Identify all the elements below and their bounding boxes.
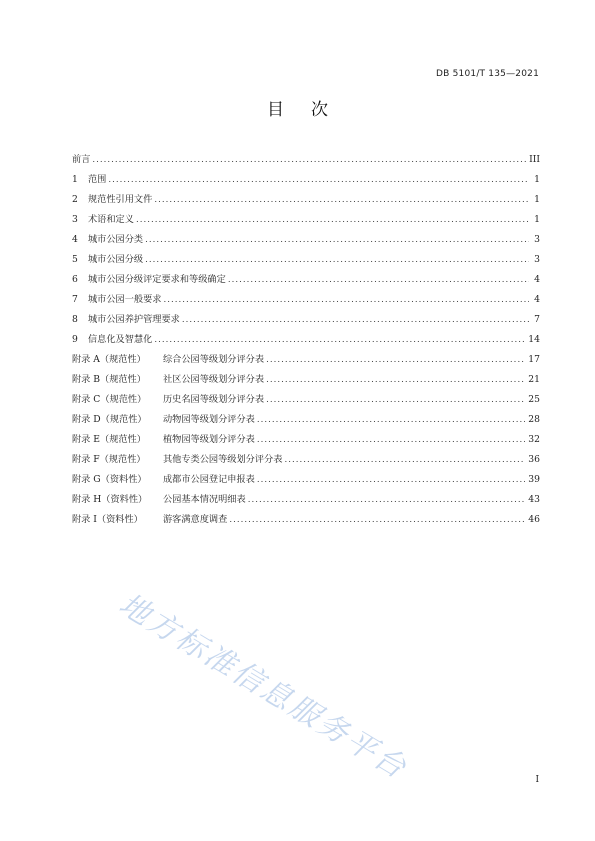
toc-entry-label [72, 390, 266, 410]
toc-entry-appendix-c[interactable] [72, 390, 540, 410]
toc-leader-dots [284, 450, 525, 470]
toc-entry-label [72, 410, 257, 430]
toc-entry-title: 社区公园等级划分评分表 [163, 374, 265, 385]
toc-entry-chapter-3[interactable] [72, 210, 540, 230]
toc-appendix-prefix: 附录 I（资料性） [72, 514, 143, 525]
toc-entry-chapter-1[interactable] [72, 170, 540, 190]
toc-entry-appendix-i[interactable] [72, 510, 540, 530]
toc-page-number: 4 [534, 274, 540, 285]
toc-page-number: 39 [528, 474, 540, 485]
toc-chapter-number: 3 [72, 214, 78, 225]
watermark: 地方标准信息服务平台 [112, 586, 414, 787]
toc-entry-label [72, 150, 92, 170]
toc-leader-dots [257, 470, 525, 490]
toc-leader-dots [164, 290, 530, 310]
toc-entry-label [72, 210, 136, 230]
toc-entry-chapter-7[interactable] [72, 290, 540, 310]
toc-entry-appendix-f[interactable] [72, 450, 540, 470]
toc-entry-title: 综合公园等级划分评分表 [163, 354, 265, 365]
toc-page-number: 17 [528, 354, 540, 365]
toc-page-number: 21 [528, 374, 540, 385]
toc-entry-title: 规范性引用文件 [88, 194, 153, 205]
toc-entry-appendix-g[interactable] [72, 470, 540, 490]
toc-entry-title: 前言 [72, 154, 91, 165]
page-title: 目次 [267, 100, 355, 120]
toc-entry-chapter-2[interactable] [72, 190, 540, 210]
toc-leader-dots [266, 390, 525, 410]
toc-entry-title: 成都市公园登记申报表 [163, 474, 255, 485]
toc-page-number: 14 [528, 334, 540, 345]
toc-entry-appendix-e[interactable] [72, 430, 540, 450]
toc-entry-title: 历史名园等级划分评分表 [163, 394, 265, 405]
toc-entry-label [72, 370, 266, 390]
toc-leader-dots [145, 230, 529, 250]
toc-chapter-number: 4 [72, 234, 78, 245]
toc-page-number: 1 [534, 174, 540, 185]
toc-entry-title: 信息化及智慧化 [88, 334, 153, 345]
toc-page-number: 25 [528, 394, 540, 405]
toc-chapter-number: 2 [72, 194, 78, 205]
toc-page-number: 1 [534, 214, 540, 225]
toc-chapter-number: 5 [72, 254, 78, 265]
toc-page-number: 28 [528, 414, 540, 425]
toc-page-number: 3 [534, 254, 540, 265]
toc-entry-label [72, 430, 257, 450]
toc-chapter-number: 8 [72, 314, 78, 325]
toc-appendix-prefix: 附录 G（资料性） [72, 474, 147, 485]
toc-entry-chapter-8[interactable] [72, 310, 540, 330]
toc-appendix-prefix: 附录 H（资料性） [72, 494, 148, 505]
toc-chapter-number: 6 [72, 274, 78, 285]
page-number: I [535, 775, 539, 785]
toc-chapter-number: 1 [72, 174, 78, 185]
toc-entry-label [72, 510, 229, 530]
toc-entry-appendix-h[interactable] [72, 490, 540, 510]
toc-appendix-prefix: 附录 E（规范性） [72, 434, 146, 445]
toc-entry-title: 城市公园一般要求 [88, 294, 162, 305]
toc-leader-dots [92, 150, 526, 170]
toc-chapter-number: 7 [72, 294, 78, 305]
toc-entry-label [72, 330, 154, 350]
toc-page-number: 36 [528, 454, 540, 465]
toc-page-number: III [529, 154, 540, 165]
toc-entry-label [72, 450, 284, 470]
table-of-contents [72, 150, 540, 530]
toc-page-number: 1 [534, 194, 540, 205]
toc-entry-label [72, 190, 154, 210]
toc-leader-dots [154, 330, 525, 350]
toc-chapter-number: 9 [72, 334, 78, 345]
toc-entry-chapter-9[interactable] [72, 330, 540, 350]
toc-entry-chapter-5[interactable] [72, 250, 540, 270]
toc-entry-label [72, 170, 108, 190]
toc-entry-title: 其他专类公园等级划分评分表 [163, 454, 283, 465]
toc-leader-dots [145, 250, 529, 270]
toc-leader-dots [108, 170, 529, 190]
toc-entry-title: 公园基本情况明细表 [163, 494, 246, 505]
toc-entry-title: 城市公园分类 [88, 234, 144, 245]
toc-appendix-prefix: 附录 B（规范性） [72, 374, 146, 385]
toc-leader-dots [257, 410, 525, 430]
toc-page-number: 43 [528, 494, 540, 505]
toc-entry-title: 术语和定义 [88, 214, 134, 225]
toc-entry-label [72, 230, 145, 250]
toc-appendix-prefix: 附录 A（规范性） [72, 354, 146, 365]
toc-entry-title: 城市公园分级评定要求和等级确定 [88, 274, 226, 285]
toc-leader-dots [229, 510, 525, 530]
toc-page-number: 46 [528, 514, 540, 525]
toc-entry-title: 城市公园养护管理要求 [88, 314, 180, 325]
toc-leader-dots [266, 350, 525, 370]
toc-leader-dots [228, 270, 529, 290]
document-code: DB 5101/T 135—2021 [436, 69, 539, 79]
toc-entry-title: 游客满意度调查 [163, 514, 228, 525]
toc-entry-label [72, 290, 164, 310]
toc-page-number: 4 [534, 294, 540, 305]
toc-entry-title: 范围 [88, 174, 107, 185]
toc-appendix-prefix: 附录 F（规范性） [72, 454, 146, 465]
toc-entry-appendix-d[interactable] [72, 410, 540, 430]
toc-leader-dots [136, 210, 529, 230]
toc-page-number: 7 [534, 314, 540, 325]
toc-entry-title: 城市公园分级 [88, 254, 144, 265]
toc-leader-dots [266, 370, 525, 390]
toc-entry-label [72, 470, 257, 490]
toc-entry-label [72, 250, 145, 270]
toc-page-number: 3 [534, 234, 540, 245]
toc-entry-title: 动物园等级划分评分表 [163, 414, 255, 425]
toc-entry-chapter-6[interactable] [72, 270, 540, 290]
toc-appendix-prefix: 附录 D（规范性） [72, 414, 147, 425]
toc-leader-dots [154, 190, 529, 210]
toc-leader-dots [248, 490, 526, 510]
toc-entry-appendix-b[interactable] [72, 370, 540, 390]
toc-entry-label [72, 270, 228, 290]
toc-entry-label [72, 350, 266, 370]
toc-page-number: 32 [528, 434, 540, 445]
toc-appendix-prefix: 附录 C（规范性） [72, 394, 147, 405]
toc-leader-dots [257, 430, 525, 450]
toc-entry-appendix-a[interactable] [72, 350, 540, 370]
toc-leader-dots [182, 310, 529, 330]
toc-entry-label [72, 490, 248, 510]
toc-entry-chapter-4[interactable] [72, 230, 540, 250]
toc-entry-label [72, 310, 182, 330]
toc-entry-title: 植物园等级划分评分表 [163, 434, 255, 445]
toc-entry-foreword[interactable] [72, 150, 540, 170]
